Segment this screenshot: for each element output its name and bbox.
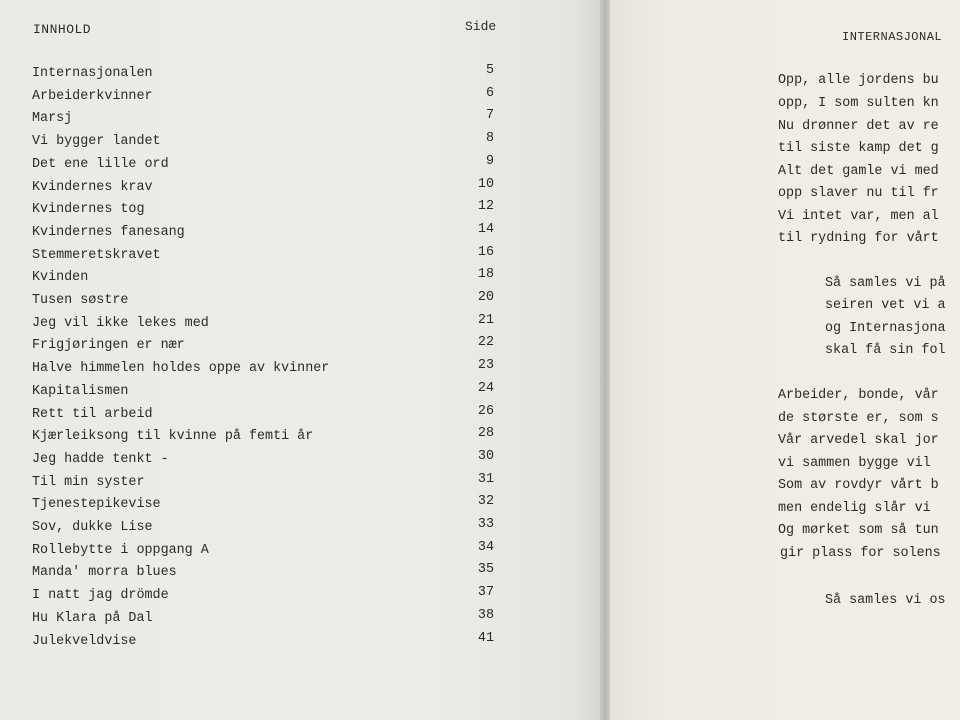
toc-entry	[32, 380, 502, 404]
toc-entry-page: 32	[477, 494, 494, 510]
toc-entry	[32, 153, 502, 177]
toc-entry-page: 23	[477, 358, 494, 374]
toc-entry	[32, 585, 502, 608]
toc-entry-title: Kjærleiksong til kvinne på femti år	[32, 429, 314, 445]
toc-entry-page: 12	[477, 199, 494, 215]
toc-entry	[32, 176, 502, 200]
toc-entry-page: 9	[485, 153, 494, 169]
toc-entry-page: 33	[477, 517, 494, 532]
toc-entry-title: Halve himmelen holdes oppe av kvinner	[32, 361, 330, 377]
toc-entry-title: Vi bygger landet	[32, 134, 161, 150]
song-line: og Internasjona	[825, 321, 946, 336]
song-line: Nu drønner det av re	[778, 119, 939, 134]
toc-entry-title: Kvinden	[32, 270, 89, 286]
toc-entry-title: Hu Klara på Dal	[32, 610, 153, 626]
toc-entry-page: 26	[477, 403, 494, 419]
toc-entry	[32, 517, 502, 540]
page-column-label: Side	[465, 19, 497, 34]
toc-entry-page: 21	[477, 312, 494, 328]
toc-entry	[32, 539, 502, 563]
song-line: men endelig slår vi	[778, 501, 931, 516]
toc-entry	[32, 471, 502, 495]
song-line: Arbeider, bonde, vår	[778, 388, 939, 403]
toc-entry-page: 28	[477, 426, 494, 442]
song-line: opp slaver nu til fr	[778, 186, 939, 201]
toc-entry-page: 18	[477, 267, 494, 283]
toc-entry-title: Til min syster	[32, 474, 145, 490]
toc-entry	[32, 494, 502, 517]
song-line: Og mørket som så tun	[778, 523, 939, 538]
song-line: Så samles vi os	[825, 593, 946, 608]
toc-entry-title: Frigjøringen er nær	[32, 338, 185, 354]
toc-entry-title: Tjenestepikevise	[32, 497, 161, 513]
toc-entry-title: Rollebytte i oppgang A	[32, 542, 209, 558]
toc-entry-page: 31	[477, 471, 494, 487]
toc-entry-title: Stemmeretskravet	[32, 247, 161, 263]
toc-entry	[32, 199, 502, 222]
toc-entry-page: 30	[477, 448, 494, 464]
song-line: til siste kamp det g	[778, 141, 939, 156]
song-line: opp, I som sulten kn	[778, 96, 939, 111]
toc-entry-page: 35	[477, 562, 494, 578]
toc-entry-page: 10	[477, 176, 494, 192]
song-line: Opp, alle jordens bu	[778, 73, 939, 88]
toc-entry-page: 37	[477, 585, 494, 601]
toc-entry-title: Det ene lille ord	[32, 156, 169, 172]
toc-entry-page: 38	[477, 607, 494, 623]
toc-entry-page: 41	[477, 630, 494, 646]
toc-entry-page: 34	[477, 539, 494, 555]
toc-entry-title: Kapitalismen	[32, 383, 129, 399]
toc-entry	[32, 335, 502, 358]
toc-entry-title: I natt jag drömde	[32, 588, 169, 604]
toc-entry-title: Manda' morra blues	[32, 565, 177, 581]
song-line: vi sammen bygge vil	[778, 456, 931, 471]
toc-entry	[32, 85, 502, 109]
toc-entry	[32, 630, 502, 654]
toc-entry	[32, 358, 502, 381]
song-line: de største er, som s	[778, 411, 939, 426]
toc-entry-title: Marsj	[32, 111, 73, 127]
toc-entry-title: Jeg hadde tenkt -	[32, 451, 169, 467]
toc-entry	[32, 267, 502, 290]
right-page	[610, 0, 960, 720]
toc-entry-title: Rett til arbeid	[32, 406, 153, 422]
toc-entry-page: 14	[477, 221, 494, 237]
toc-entry-title: Kvindernes tog	[32, 202, 145, 218]
toc-entry	[32, 562, 502, 585]
toc-entry-title: Kvindernes fanesang	[32, 224, 185, 240]
song-heading: INTERNASJONAL	[842, 30, 943, 44]
toc-entry-title: Sov, dukke Lise	[32, 520, 153, 535]
toc-entry	[32, 108, 502, 131]
toc-heading: INNHOLD	[33, 22, 92, 37]
toc-entry	[32, 312, 502, 336]
toc-entry	[32, 403, 502, 427]
toc-entry-page: 8	[485, 131, 494, 147]
toc-entry	[32, 290, 502, 313]
toc-entry-title: Arbeiderkvinner	[32, 88, 153, 104]
toc-entry-page: 16	[477, 244, 494, 260]
toc-entry-page: 6	[485, 85, 494, 101]
toc-entry-title: Internasjonalen	[32, 66, 153, 81]
toc-entry-page: 22	[477, 335, 494, 351]
toc-entry	[32, 221, 502, 245]
toc-entry	[32, 607, 502, 631]
toc-entry	[32, 63, 502, 86]
toc-entry-page: 5	[485, 63, 494, 78]
song-line: seiren vet vi a	[825, 298, 946, 313]
toc-entry	[32, 426, 502, 449]
song-line: Som av rovdyr vårt b	[778, 478, 939, 493]
toc-entry-title: Tusen søstre	[32, 293, 129, 308]
song-line: Så samles vi på	[825, 276, 946, 291]
toc-entry-title: Julekveldvise	[32, 633, 137, 649]
toc-entry	[32, 448, 502, 472]
song-line: Alt det gamle vi med	[778, 164, 939, 179]
song-line: Vår arvedel skal jor	[778, 433, 939, 448]
toc-entry-page: 20	[477, 290, 494, 305]
song-line: Vi intet var, men al	[778, 209, 939, 224]
toc-entry-page: 7	[485, 108, 494, 124]
toc-entry	[32, 244, 502, 268]
song-line: skal få sin fol	[825, 343, 946, 358]
toc-entry-title: Jeg vil ikke lekes med	[32, 315, 209, 331]
toc-entry	[32, 131, 502, 154]
song-line: gir plass for solens	[780, 546, 941, 561]
toc-entry-page: 24	[477, 380, 494, 396]
toc-entry-title: Kvindernes krav	[32, 179, 153, 195]
song-line: til rydning for vårt	[778, 231, 939, 246]
